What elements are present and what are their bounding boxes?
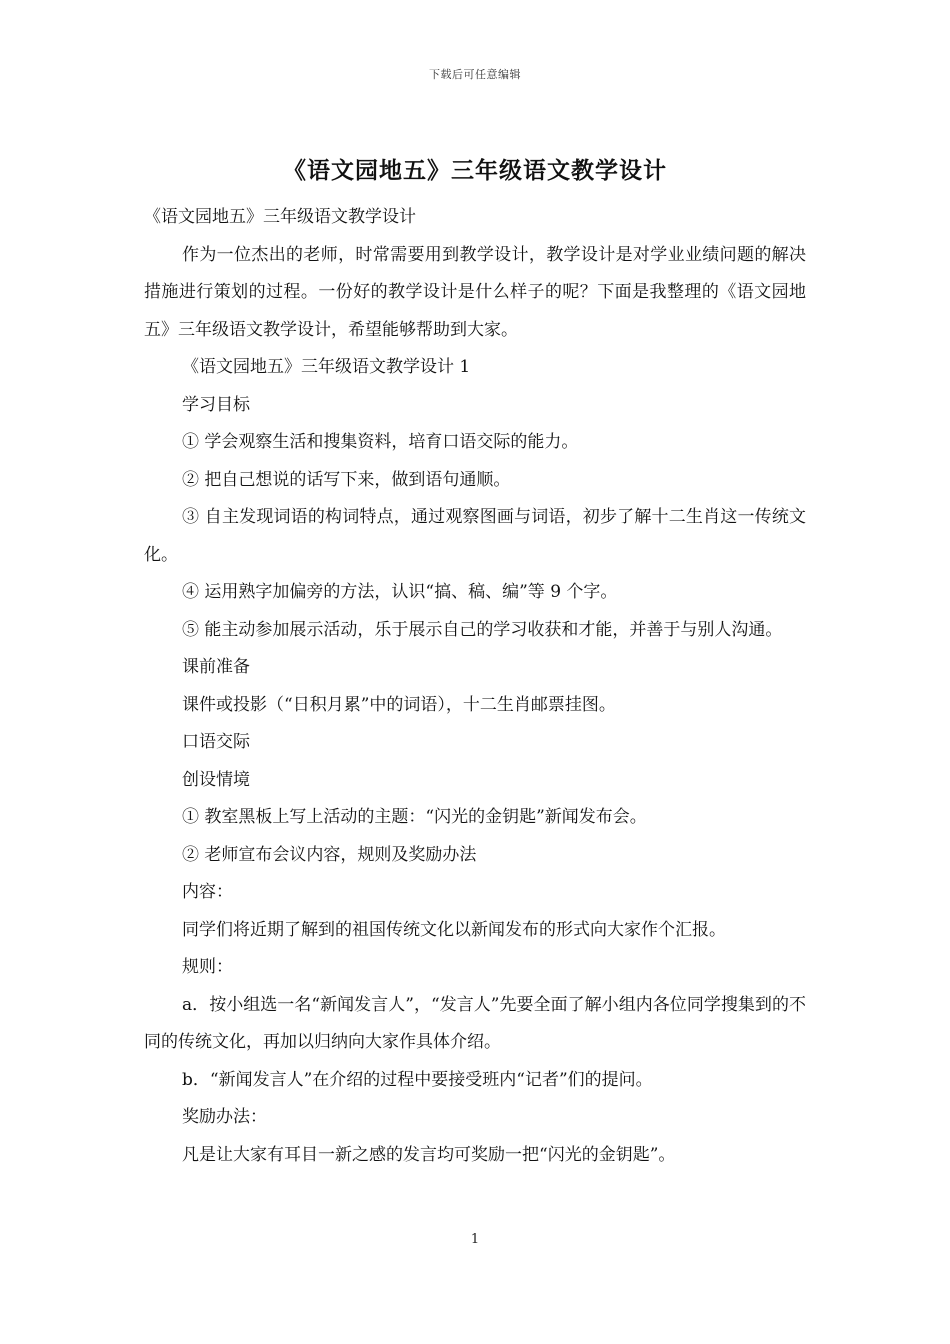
- document-title: 《语文园地五》三年级语文教学设计: [283, 157, 667, 184]
- paragraph: 《语文园地五》三年级语文教学设计: [144, 207, 416, 227]
- paragraph: 作为一位杰出的老师，时常需要用到教学设计，教学设计是对学业业绩问题的解决措施进行策划的过程。一份好的教学设计是什么样子的呢？下面是我整理的《语文园地五》三年级语文教学设计，希望能够帮助到大家。: [144, 244, 806, 340]
- paragraph: ② 把自己想说的话写下来，做到语句通顺。: [182, 469, 511, 490]
- paragraph: 《语文园地五》三年级语文教学设计 1: [182, 357, 471, 377]
- paragraph: ⑤ 能主动参加展示活动，乐于展示自己的学习收获和才能，并善于与别人沟通。: [182, 619, 783, 640]
- paragraph: ③ 自主发现词语的构词特点，通过观察图画与词语，初步了解十二生肖这一传统文化。: [144, 507, 806, 565]
- paragraph: 凡是让大家有耳目一新之感的发言均可奖励一把“闪光的金钥匙”。: [182, 1144, 676, 1165]
- paragraph: ① 教室黑板上写上活动的主题：“闪光的金钥匙”新闻发布会。: [182, 807, 647, 827]
- page-number: 1: [470, 1232, 480, 1247]
- paragraph: ② 老师宣布会议内容，规则及奖励办法: [182, 844, 477, 865]
- paragraph: b．“新闻发言人”在介绍的过程中要接受班内“记者”们的提问。: [182, 1069, 653, 1090]
- paragraph: 规则：: [182, 957, 233, 977]
- paragraph: 创设情境: [182, 769, 250, 790]
- paragraph: 课前准备: [182, 657, 250, 677]
- page-header: 下载后可任意编辑: [429, 68, 521, 81]
- paragraph: a．按小组选一名“新闻发言人”，“发言人”先要全面了解小组内各位同学搜集到的不同的传统文化，再加以归纳向大家作具体介绍。: [144, 994, 806, 1052]
- paragraph: 学习目标: [182, 394, 250, 415]
- paragraph: ① 学会观察生活和搜集资料，培育口语交际的能力。: [182, 432, 579, 452]
- document-body: [144, 199, 806, 1174]
- paragraph: 口语交际: [182, 732, 250, 752]
- paragraph: 同学们将近期了解到的祖国传统文化以新闻发布的形式向大家作个汇报。: [182, 919, 726, 940]
- paragraph: 奖励办法：: [182, 1107, 267, 1127]
- paragraph: ④ 运用熟字加偏旁的方法，认识“搞、稿、编”等 9 个字。: [182, 582, 618, 602]
- paragraph: 课件或投影（“日积月累”中的词语），十二生肖邮票挂图。: [182, 694, 616, 715]
- paragraph: 内容：: [182, 882, 233, 902]
